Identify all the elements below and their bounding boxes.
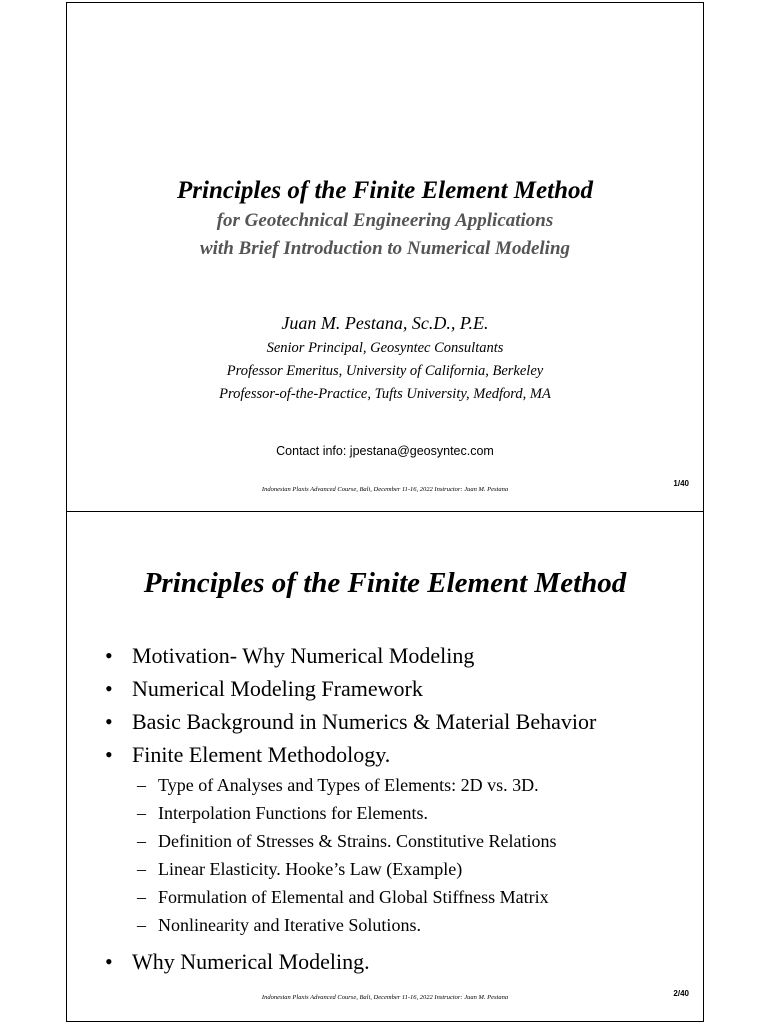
sub-bullet-item — [105, 827, 596, 855]
sub-bullet-text: Formulation of Elemental and Global Stiffness Matrix — [158, 887, 549, 907]
outline-list — [105, 639, 596, 978]
bullet-marker: • — [105, 949, 113, 974]
page-number: 2/40 — [673, 989, 689, 998]
dash-marker: – — [137, 887, 146, 907]
sub-bullet-item — [105, 911, 596, 939]
dash-marker: – — [137, 775, 146, 795]
affiliation-line: Senior Principal, Geosyntec Consultants — [266, 340, 504, 356]
sub-bullet-text: Definition of Stresses & Strains. Constitutive Relations — [158, 831, 557, 851]
bullet-text: Finite Element Methodology. — [132, 742, 391, 767]
bullet-text: Basic Background in Numerics & Material Behavior — [132, 709, 597, 734]
bullet-item — [105, 639, 596, 672]
bullet-marker: • — [105, 742, 113, 767]
sub-bullet-item — [105, 855, 596, 883]
sub-bullet-item — [105, 883, 596, 911]
sub-bullet-item — [105, 771, 596, 799]
slide-subtitle-line-1: for Geotechnical Engineering Applications — [216, 210, 554, 231]
bullet-item — [105, 738, 596, 771]
bullet-item — [105, 945, 596, 978]
dash-marker: – — [137, 831, 146, 851]
sub-bullet-text: Nonlinearity and Iterative Solutions. — [158, 915, 421, 935]
affiliation-line: Professor-of-the-Practice, Tufts University, Medford, MA — [219, 386, 551, 402]
slide-1 — [66, 2, 704, 512]
bullet-marker: • — [105, 709, 113, 734]
sub-bullet-text: Type of Analyses and Types of Elements: 2D vs. 3D. — [158, 775, 539, 795]
bullet-text: Numerical Modeling Framework — [132, 676, 423, 701]
dash-marker: – — [137, 859, 146, 879]
sub-bullet-text: Linear Elasticity. Hooke’s Law (Example) — [158, 859, 463, 879]
sub-bullet-text: Interpolation Functions for Elements. — [158, 803, 428, 823]
affiliation-line: Professor Emeritus, University of California, Berkeley — [226, 363, 544, 379]
dash-marker: – — [137, 803, 146, 823]
author-name: Juan M. Pestana, Sc.D., P.E. — [281, 313, 489, 333]
slide-footer: Indonesian Plaxis Advanced Course, Bali, December 11-16, 2022 Instructor: Juan M. Pestana — [261, 486, 509, 493]
sub-bullet-item — [105, 799, 596, 827]
contact-info: Contact info: jpestana@geosyntec.com — [276, 444, 494, 458]
page-number: 1/40 — [673, 479, 689, 488]
slide-subtitle-line-2: with Brief Introduction to Numerical Modeling — [199, 238, 571, 259]
bullet-text: Motivation- Why Numerical Modeling — [132, 643, 475, 668]
bullet-marker: • — [105, 643, 113, 668]
bullet-item — [105, 705, 596, 738]
bullet-marker: • — [105, 676, 113, 701]
slide-title: Principles of the Finite Element Method — [143, 567, 627, 599]
bullet-item — [105, 672, 596, 705]
dash-marker: – — [137, 915, 146, 935]
slide-title: Principles of the Finite Element Method — [177, 177, 593, 204]
slide-2 — [66, 511, 704, 1022]
slide-footer: Indonesian Plaxis Advanced Course, Bali, December 11-16, 2022 Instructor: Juan M. Pestana — [261, 994, 509, 1001]
bullet-text: Why Numerical Modeling. — [132, 949, 370, 974]
